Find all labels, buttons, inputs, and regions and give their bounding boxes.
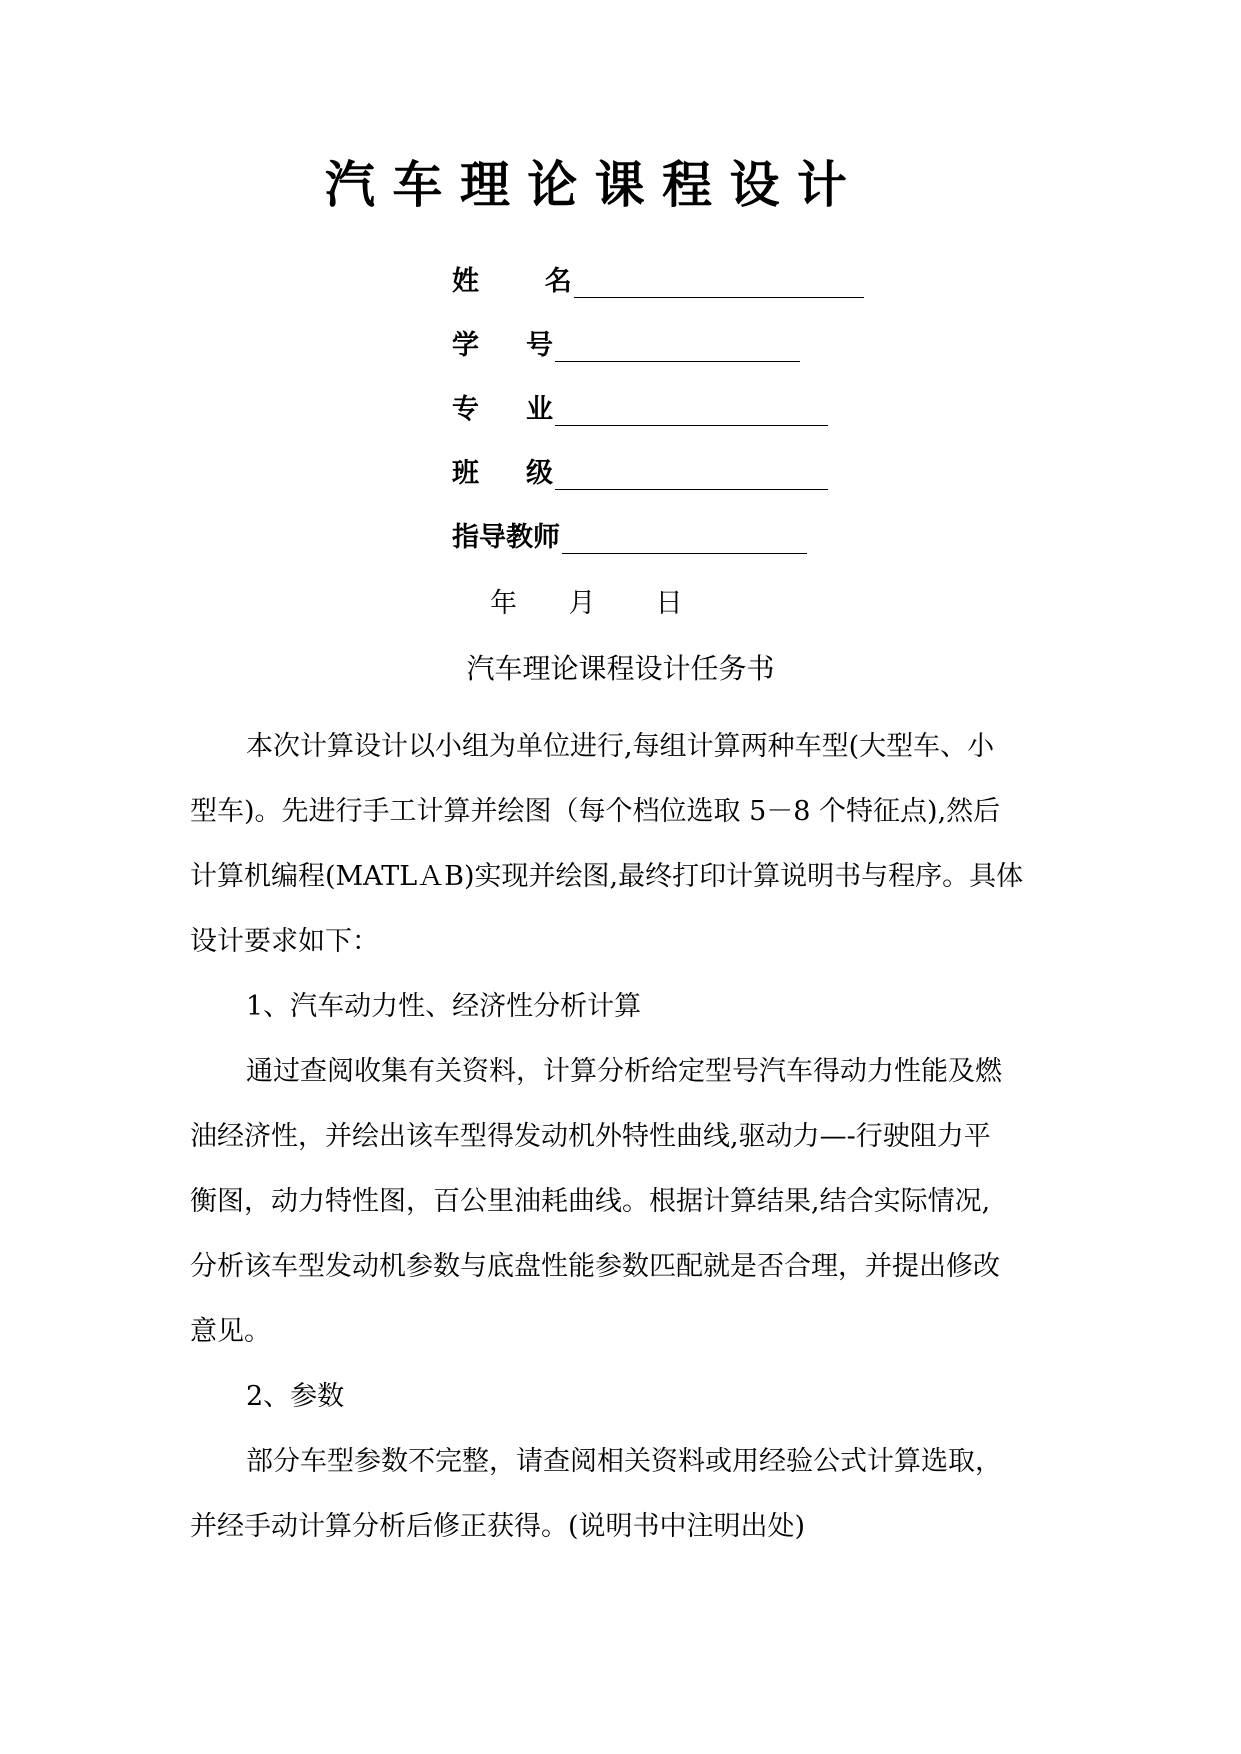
heading-text: 1、汽车动力性、经济性分析计算 xyxy=(246,991,642,1022)
paragraph-line: 油经济性，并绘出该车型得发动机外特性曲线,驱动力—-行驶阻力平 xyxy=(190,1121,991,1152)
advisor-field xyxy=(452,522,807,554)
class-underline[interactable] xyxy=(555,463,828,490)
paragraph-line: 通过查阅收集有关资料，计算分析给定型号汽车得动力性能及燃 xyxy=(246,1056,1002,1087)
major-field xyxy=(452,394,828,426)
paragraph-line: 部分车型参数不完整，请查阅相关资料或用经验公式计算选取， xyxy=(246,1446,1002,1477)
paragraph-intro xyxy=(190,714,1050,974)
paragraph-line: 分析该车型发动机参数与底盘性能参数匹配就是否合理，并提出修改 xyxy=(190,1251,1000,1282)
class-label: 班 级 xyxy=(452,458,553,489)
section-heading-1 xyxy=(190,974,1050,1039)
major-underline[interactable] xyxy=(555,399,828,426)
paragraph-line: 并经手动计算分析后修正获得。(说明书中注明出处) xyxy=(190,1511,806,1542)
paragraph-line: 衡图，动力特性图，百公里油耗曲线。根据计算结果,结合实际情况, xyxy=(190,1186,991,1217)
student-id-underline[interactable] xyxy=(555,335,800,362)
name-label: 姓 名 xyxy=(452,266,572,297)
paragraph-line: 设计要求如下： xyxy=(190,926,379,957)
advisor-underline[interactable] xyxy=(562,527,807,554)
paragraph-analysis xyxy=(190,1039,1050,1364)
class-field xyxy=(452,458,828,490)
task-book-title: 汽车理论课程设计任务书 xyxy=(466,652,775,685)
paragraph-line: 本次计算设计以小组为单位进行,每组计算两种车型(大型车、小 xyxy=(246,731,995,762)
heading-text: 2、参数 xyxy=(246,1381,345,1412)
name-field xyxy=(452,266,864,298)
date-line: 年 月 日 xyxy=(490,588,683,619)
paragraph-line: 计算机编程(MATLＡB)实现并绘图,最终打印计算说明书与程序。具体 xyxy=(190,861,1024,892)
student-id-label: 学 号 xyxy=(452,330,553,361)
document-title: 汽 车 理 论 课 程 设 计 xyxy=(325,156,847,214)
paragraph-line: 意见。 xyxy=(190,1316,271,1347)
paragraph-parameters xyxy=(190,1429,1050,1559)
major-label: 专 业 xyxy=(452,394,553,425)
section-heading-2 xyxy=(190,1364,1050,1429)
paragraph-line: 型车)。先进行手工计算并绘图（每个档位选取 5－8 个特征点),然后 xyxy=(190,796,1001,827)
advisor-label: 指导教师 xyxy=(452,522,560,553)
student-id-field xyxy=(452,330,800,362)
name-underline[interactable] xyxy=(574,271,864,298)
